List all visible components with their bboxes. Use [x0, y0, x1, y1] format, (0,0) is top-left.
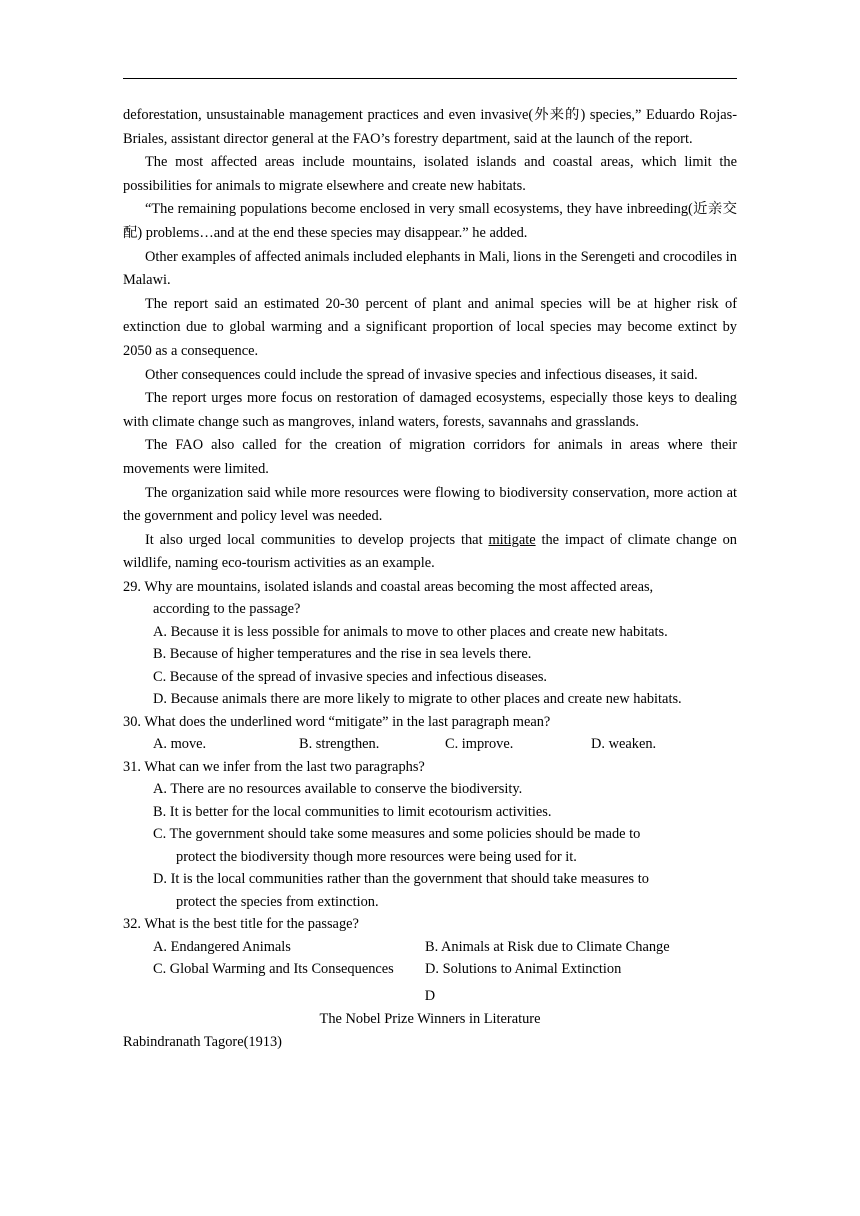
page-content [123, 104, 737, 1055]
paragraph-9: The organization said while more resources were flowing to biodiversity conservation, more action at the government and policy level was needed. [123, 484, 737, 525]
paragraph-10-before: It also urged local communities to develop projects that [145, 531, 489, 548]
question-31-option-b: B. It is better for the local communities to limit ecotourism activities. [153, 803, 552, 820]
question-31-option-a: A. There are no resources available to conserve the biodiversity. [153, 781, 523, 798]
header-rule [123, 78, 737, 79]
question-30-options [123, 733, 737, 756]
question-32-options-row-1 [123, 936, 737, 959]
question-32-option-c: C. Global Warming and Its Consequences [153, 961, 394, 978]
paragraph-8: The FAO also called for the creation of migration corridors for animals in areas where their movements were limited. [123, 437, 737, 477]
question-31-stem: 31. What can we infer from the last two paragraphs? [123, 758, 425, 775]
question-29 [123, 576, 737, 621]
question-30-option-a: A. move. [153, 736, 207, 753]
question-32-stem: 32. What is the best title for the passage? [123, 916, 359, 933]
question-32-option-b: B. Animals at Risk due to Climate Change [425, 938, 670, 955]
question-30-option-c: C. improve. [445, 736, 514, 753]
question-29-option-c: C. Because of the spread of invasive species and infectious diseases. [153, 668, 548, 685]
question-31-option-c-line-2: protect the biodiversity though more resources were being used for it. [176, 848, 577, 865]
first-entry: Rabindranath Tagore(1913) [123, 1034, 282, 1051]
paragraph-5: The report said an estimated 20-30 percent of plant and animal species will be at higher risk of extinction due to global warming and a significant proportion of local species may become extinct by 2050 as a consequence. [123, 295, 737, 359]
question-31-option-d-line-1: D. It is the local communities rather than the government that should take measures to [153, 871, 649, 888]
question-30-stem: 30. What does the underlined word “mitigate” in the last paragraph mean? [123, 713, 551, 730]
paragraph-4: Other examples of affected animals included elephants in Mali, lions in the Serengeti and crocodiles in Malawi. [123, 248, 737, 289]
paragraph-2: The most affected areas include mountains, isolated islands and coastal areas, which limit the possibilities for animals to migrate elsewhere and create new habitats. [123, 154, 737, 194]
section-title: The Nobel Prize Winners in Literature [319, 1010, 541, 1027]
paragraph-1: deforestation, unsustainable management practices and even invasive(外来的) species,” Eduardo Rojas-Briales, assistant director general at the FAO’s forestry department, said at the launch of the report. [123, 107, 737, 147]
question-29-option-a: A. Because it is less possible for animals to move to other places and create new habitats. [153, 623, 668, 640]
paragraph-6: Other consequences could include the spread of invasive species and infectious diseases, it said. [145, 366, 698, 383]
question-29-option-b: B. Because of higher temperatures and the rise in sea levels there. [153, 646, 532, 663]
section-letter: D [424, 987, 436, 1004]
question-29-stem-line-1: 29. Why are mountains, isolated islands and coastal areas becoming the most affected areas, [123, 578, 654, 595]
question-30-option-b: B. strengthen. [299, 736, 380, 753]
paragraph-3: “The remaining populations become enclosed in very small ecosystems, they have inbreeding(近亲交配) problems…and at the end these species may disappear.” he added. [123, 201, 737, 241]
paragraph-10-after: the impact of climate change on wildlife, naming eco-tourism activities as an example. [123, 531, 737, 572]
underlined-word: mitigate [488, 531, 536, 548]
question-32-option-a: A. Endangered Animals [153, 938, 291, 955]
question-31-option-d-line-2: protect the species from extinction. [176, 893, 379, 910]
question-30-option-d: D. weaken. [591, 736, 657, 753]
question-31-option-c-line-1: C. The government should take some measures and some policies should be made to [153, 826, 641, 843]
question-32-options-row-2 [123, 958, 737, 981]
question-29-option-d: D. Because animals there are more likely to migrate to other places and create new habitats. [153, 691, 682, 708]
question-29-stem-line-2: according to the passage? [153, 601, 301, 618]
paragraph-7: The report urges more focus on restoration of damaged ecosystems, especially those keys to dealing with climate change such as mangroves, inland waters, forests, savannahs and grasslands. [123, 390, 737, 430]
question-31-option-c [123, 823, 737, 868]
paragraph-10 [123, 529, 737, 576]
question-31-option-d [123, 868, 737, 913]
question-32-option-d: D. Solutions to Animal Extinction [425, 961, 622, 978]
